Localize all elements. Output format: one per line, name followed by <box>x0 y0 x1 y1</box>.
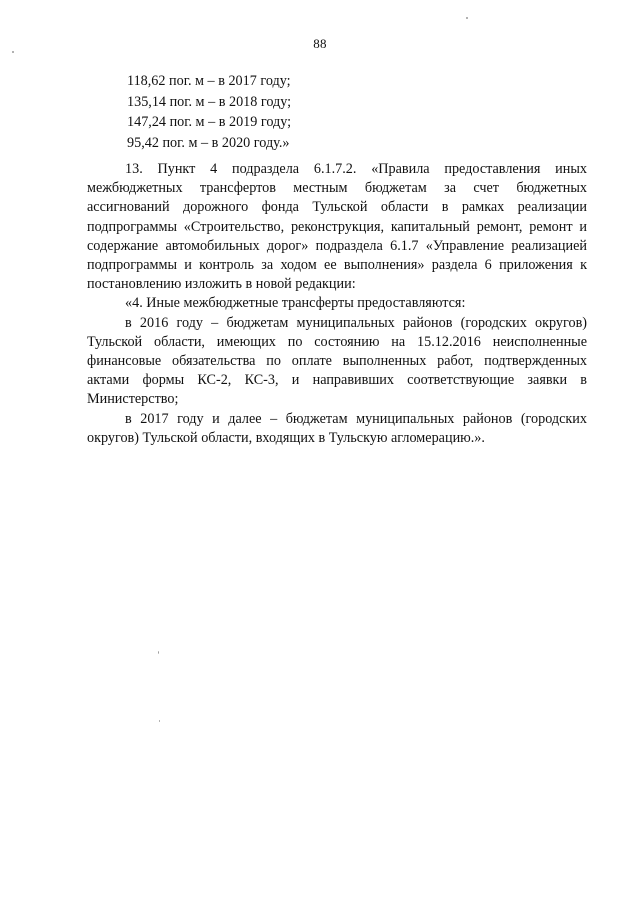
length-line: 118,62 пог. м – в 2017 году; <box>127 73 291 89</box>
paragraph-item-13: 13. Пункт 4 подраздела 6.1.7.2. «Правила предоставления иных межбюджетных трансфертов местным бюджетам за счет бюджетных ассигнований дорожного фонда Тульской области в рамках реализации подпрограммы «Строительство, реконструкция, капитальный ремонт, ремонт и содержание автомобильных дорог» подраздела 6.1.7 «Управление реализацией подпрограммы и контроль за ходом ее выполнения» раздела 6 приложения к постановлению изложить в новой редакции: <box>87 161 587 293</box>
length-list <box>127 71 291 153</box>
length-line: 95,42 пог. м – в 2020 году.» <box>127 134 290 151</box>
length-line: 147,24 пог. м – в 2019 году; <box>127 114 292 130</box>
paragraph-2016: в 2016 году – бюджетам муниципальных районов (городских округов) Тульской области, имеющих по состоянию на 15.12.2016 неисполненные финансовые обязательства по оплате выполненных работ, подтвержденных актами формы КС-2, КС-3, и направивших соответствующие заявки в Министерство; <box>87 314 587 408</box>
length-line: 135,14 пог. м – в 2018 году; <box>127 93 292 110</box>
paragraph-clause-4: «4. Иные межбюджетные трансферты предоставляются: <box>125 295 466 312</box>
paragraph-2017: в 2017 году и далее – бюджетам муниципальных районов (городских округов) Тульской области, входящих в Тульскую агломерацию.». <box>87 410 587 446</box>
scan-speck <box>466 17 468 19</box>
scan-speck <box>159 720 160 722</box>
scan-speck <box>12 51 14 53</box>
body-text <box>87 160 587 448</box>
scan-speck <box>158 651 159 654</box>
page-number: 88 <box>313 36 327 51</box>
